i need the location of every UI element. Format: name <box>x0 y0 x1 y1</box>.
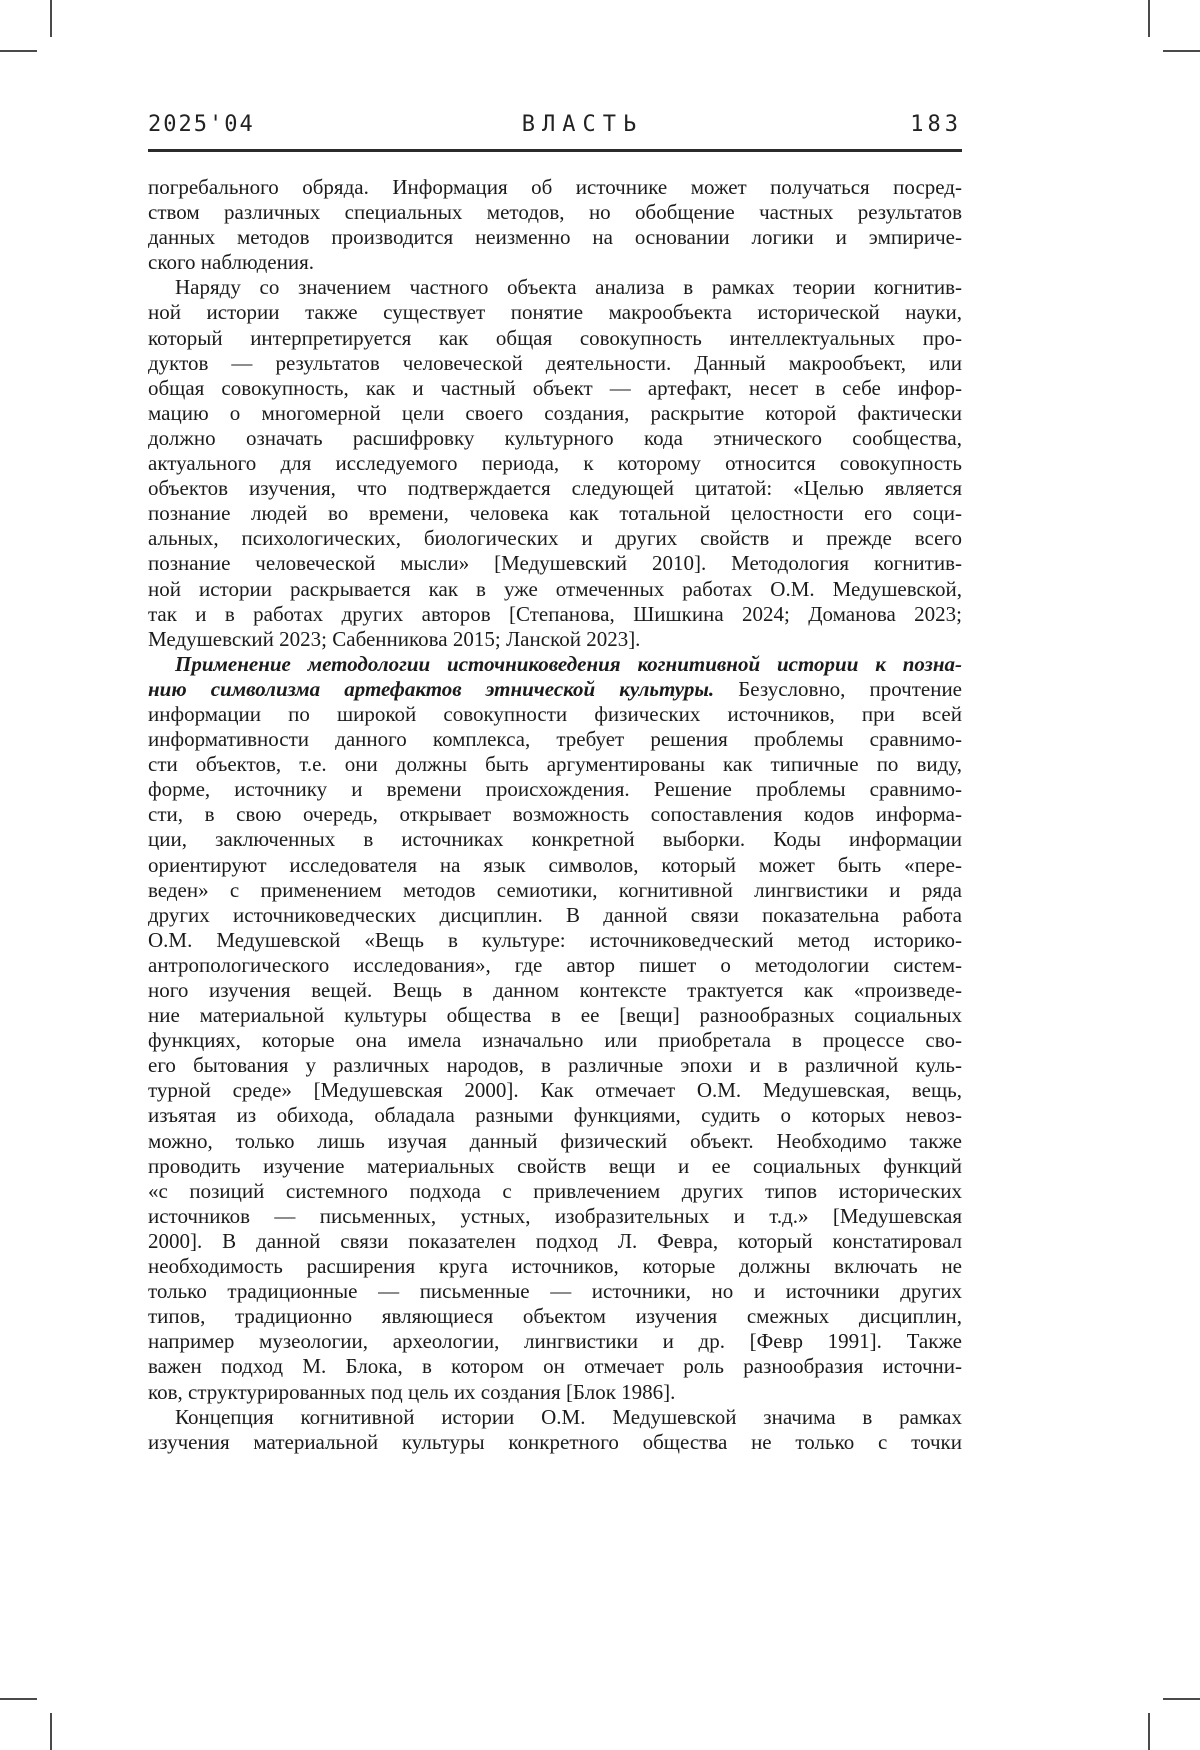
text-line <box>148 978 962 1003</box>
text-run: типов, традиционно являющиеся объектом изучения смежных дисциплин, <box>148 1304 962 1329</box>
text-line <box>148 175 962 200</box>
text-run: 2000]. В данной связи показателен подход Л. Февра, который констатировал <box>148 1228 962 1253</box>
text-run: изъятая из обихода, обладала разными функциями, судить о которых невоз- <box>148 1103 962 1128</box>
header-rule <box>148 149 962 152</box>
text-run: источников — письменных, устных, изобразительных и т.д.» [Медушевская <box>148 1203 962 1228</box>
text-run: познание человеческой мысли» [Медушевский 2010]. Методология когнитив- <box>148 551 962 576</box>
text-run: ством различных специальных методов, но обобщение частных результатов <box>148 200 962 225</box>
text-line <box>148 501 962 526</box>
body-paragraph <box>148 275 962 651</box>
text-run: общая совокупность, как и частный объект — артефакт, несет в себе инфор- <box>148 375 962 400</box>
text-run: необходимость расширения круга источников, которые должны включать не <box>148 1254 962 1279</box>
text-run: например музеологии, археологии, лингвистики и др. [Февр 1991]. Также <box>148 1329 962 1354</box>
text-run: антропологического исследования», где автор пишет о методологии систем- <box>148 952 962 977</box>
bold-italic-run: нию символизма артефактов этнической культуры. <box>148 676 715 701</box>
text-run: форме, источнику и времени происхождения. Решение проблемы сравнимо- <box>148 777 962 802</box>
text-line <box>148 727 962 752</box>
text-line <box>148 577 962 602</box>
text-line <box>148 1354 962 1379</box>
crop-mark-top-right-horizontal <box>1163 50 1200 52</box>
text-run: познание людей во времени, человека как тотальной целостности его соци- <box>148 501 962 526</box>
text-line <box>148 351 962 376</box>
text-line <box>148 250 962 275</box>
text-run: ского наблюдения. <box>148 250 315 275</box>
bold-italic-run: Применение методологии источниковедения когнитивной истории к позна- <box>175 651 962 676</box>
text-run: погребального обряда. Информация об источнике может получаться посред- <box>148 175 962 199</box>
text-run: альных, психологических, биологических и других свойств и прежде всего <box>148 526 962 551</box>
text-line <box>148 376 962 401</box>
text-run: ного изучения вещей. Вещь в данном контексте трактуется как «произведе- <box>148 978 962 1002</box>
text-line <box>148 1154 962 1179</box>
text-run: Безусловно, прочтение <box>714 676 963 701</box>
text-line <box>148 451 962 476</box>
text-run: так и в работах других авторов [Степанова, Шишкина 2024; Доманова 2023; <box>148 601 962 626</box>
text-run: мацию о многомерной цели своего создания, раскрытие которой фактически <box>148 400 962 425</box>
text-line <box>148 1129 962 1154</box>
text-line <box>148 602 962 627</box>
text-run: должно означать расшифровку культурного кода этнического сообщества, <box>148 425 962 450</box>
issue-label: 2025'04 <box>148 112 255 137</box>
text-run: веден» с применением методов семиотики, когнитивной лингвистики и ряда <box>148 877 962 902</box>
page-number: 183 <box>910 112 962 137</box>
text-line <box>148 853 962 878</box>
text-line <box>148 953 962 978</box>
crop-mark-bottom-left-horizontal <box>0 1698 37 1700</box>
text-run: Наряду со значением частного объекта анализа в рамках теории когнитив- <box>175 275 962 300</box>
text-line <box>148 1304 962 1329</box>
text-run: О.М. Медушевской «Вещь в культуре: источниковедческий метод историко- <box>148 927 962 952</box>
text-line <box>148 1103 962 1128</box>
text-line <box>148 526 962 551</box>
text-run: Медушевский 2023; Сабенникова 2015; Ланской 2023]. <box>148 626 641 651</box>
text-run: важен подход М. Блока, в котором он отмечает роль разнообразия источни- <box>148 1354 962 1379</box>
crop-mark-top-left-vertical <box>50 0 52 37</box>
body-paragraph <box>148 652 962 1405</box>
text-line <box>148 878 962 903</box>
running-head <box>148 112 962 137</box>
text-line <box>148 652 962 677</box>
text-run: ции, заключенных в источниках конкретной выборки. Коды информации <box>148 827 962 852</box>
text-line <box>148 1028 962 1053</box>
text-run: ков, структурированных под цель их создания [Блок 1986]. <box>148 1379 676 1404</box>
text-run: можно, только лишь изучая данный физический объект. Необходимо также <box>148 1128 962 1153</box>
text-line <box>148 551 962 576</box>
text-line <box>148 1053 962 1078</box>
text-run: данных методов производится неизменно на основании логики и эмпириче- <box>148 225 962 250</box>
text-line <box>148 326 962 351</box>
text-run: «с позиций системного подхода с привлечением других типов исторических <box>148 1178 962 1203</box>
text-line <box>148 1380 962 1405</box>
crop-mark-top-right-vertical <box>1148 0 1150 37</box>
text-line <box>148 1003 962 1028</box>
text-line <box>148 1204 962 1229</box>
text-line <box>148 777 962 802</box>
text-run: дуктов — результатов человеческой деятельности. Данный макрообъект, или <box>148 350 962 375</box>
text-run: изучения материальной культуры конкретного общества не только с точки <box>148 1429 962 1454</box>
text-line <box>148 1430 962 1455</box>
journal-title: ВЛАСТЬ <box>521 112 644 137</box>
text-run: Концепция когнитивной истории О.М. Медушевской значима в рамках <box>175 1404 962 1429</box>
text-run: сти, в свою очередь, открывает возможность сопоставления кодов информа- <box>148 802 962 827</box>
text-run: объектов изучения, что подтверждается следующей цитатой: «Целью является <box>148 476 962 501</box>
text-line <box>148 300 962 325</box>
text-line <box>148 627 962 652</box>
text-line <box>148 903 962 928</box>
text-run: других источниковедческих дисциплин. В данной связи показательна работа <box>148 902 962 927</box>
text-line <box>148 1229 962 1254</box>
text-run: сти объектов, т.е. они должны быть аргументированы как типичные по виду, <box>148 752 962 777</box>
crop-mark-bottom-left-vertical <box>50 1713 52 1750</box>
text-line <box>148 928 962 953</box>
text-run: ние материальной культуры общества в ее [вещи] разнообразных социальных <box>148 1003 962 1028</box>
text-run: актуального для исследуемого периода, к которому относится совокупность <box>148 451 962 476</box>
text-line <box>148 827 962 852</box>
text-run: информативности данного комплекса, требует решения проблемы сравнимо- <box>148 727 962 752</box>
text-line <box>148 1279 962 1304</box>
text-line <box>148 1405 962 1430</box>
body-text <box>148 175 962 1455</box>
text-run: который интерпретируется как общая совокупность интеллектуальных про- <box>148 325 962 350</box>
text-run: турной среде» [Медушевская 2000]. Как отмечает О.М. Медушевская, вещь, <box>148 1078 962 1103</box>
text-line <box>148 275 962 300</box>
text-line <box>148 401 962 426</box>
text-line <box>148 1179 962 1204</box>
crop-mark-top-left-horizontal <box>0 50 37 52</box>
crop-mark-bottom-right-horizontal <box>1163 1698 1200 1700</box>
body-paragraph <box>148 175 962 275</box>
text-line <box>148 1254 962 1279</box>
text-run: ной истории раскрывается как в уже отмеченных работах О.М. Медушевской, <box>148 576 962 601</box>
text-run: ориентируют исследователя на язык символов, который может быть «пере- <box>148 852 962 877</box>
text-run: информации по широкой совокупности физических источников, при всей <box>148 701 962 726</box>
text-run: функциях, которые она имела изначально или приобретала в процессе сво- <box>148 1028 962 1053</box>
text-line <box>148 1329 962 1354</box>
text-line <box>148 752 962 777</box>
text-line <box>148 702 962 727</box>
text-line <box>148 476 962 501</box>
text-run: его бытования у различных народов, в различные эпохи и в различной куль- <box>148 1053 962 1078</box>
body-paragraph <box>148 1405 962 1455</box>
crop-mark-bottom-right-vertical <box>1148 1713 1150 1750</box>
text-line <box>148 200 962 225</box>
text-line <box>148 1078 962 1103</box>
text-line <box>148 677 962 702</box>
text-run: только традиционные — письменные — источники, но и источники других <box>148 1279 962 1304</box>
text-line <box>148 426 962 451</box>
text-run: проводить изучение материальных свойств вещи и ее социальных функций <box>148 1153 962 1178</box>
text-run: ной истории также существует понятие макрообъекта исторической науки, <box>148 300 962 325</box>
text-line <box>148 225 962 250</box>
text-line <box>148 802 962 827</box>
